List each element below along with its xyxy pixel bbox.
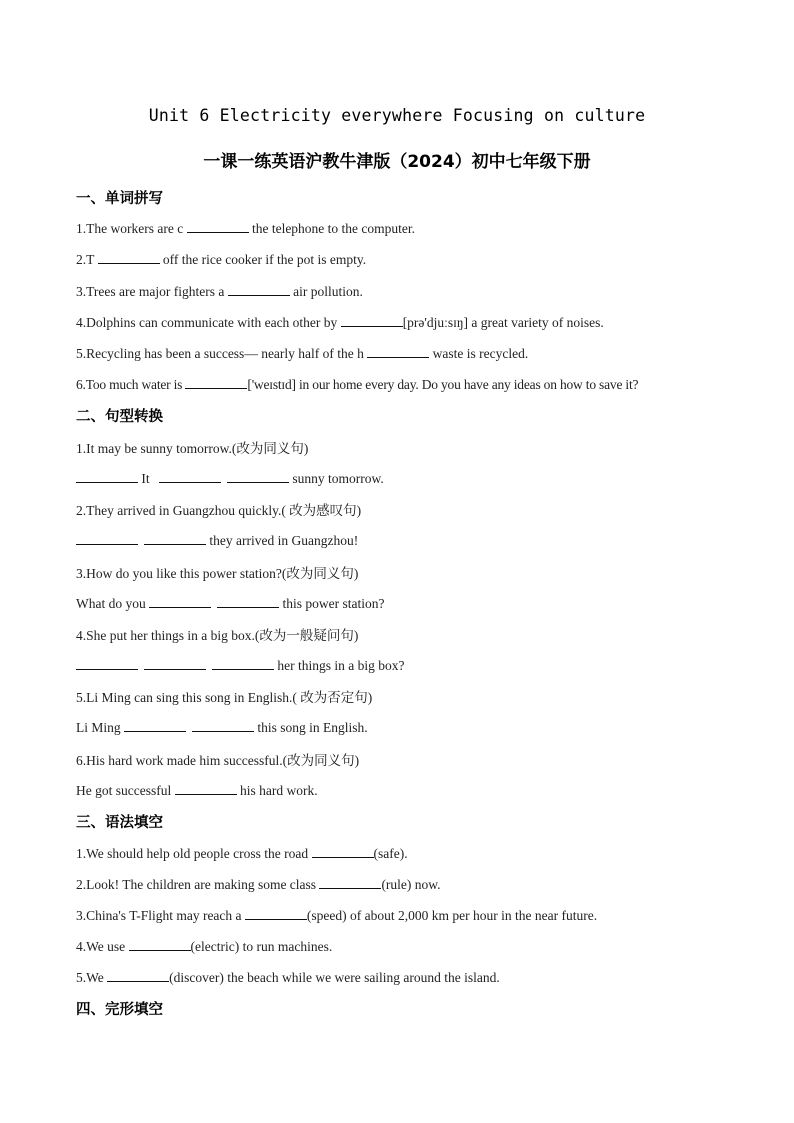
answer-line: they arrived in Guangzhou! bbox=[76, 530, 358, 549]
answer-line: What do you this power station? bbox=[76, 593, 384, 612]
question-text: 4.She put her things in a big box.(改为一般疑问句) bbox=[76, 628, 359, 643]
list-item: 4.We use (electric) to run machines. bbox=[76, 936, 332, 955]
answer-blank[interactable] bbox=[76, 530, 138, 545]
answer-blank[interactable] bbox=[227, 468, 289, 483]
list-item: 5.We (discover) the beach while we were sailing around the island. bbox=[76, 967, 500, 986]
list-item: 2.T off the rice cooker if the pot is empty. bbox=[76, 249, 366, 268]
list-item: 6.Too much water is ['weɪstɪd] in our home every day. Do you have any ideas on how to save it? bbox=[76, 374, 638, 393]
page-title: Unit 6 Electricity everywhere Focusing on culture bbox=[148, 106, 646, 125]
answer-blank[interactable] bbox=[144, 655, 206, 670]
list-item: 5.Recycling has been a success— nearly half of the h waste is recycled. bbox=[76, 343, 528, 362]
section-heading-4: 四、完形填空 bbox=[76, 1002, 163, 1018]
answer-blank[interactable] bbox=[192, 717, 254, 732]
answer-blank[interactable] bbox=[149, 593, 211, 608]
list-item: 4.Dolphins can communicate with each other by [prə'djuːsɪŋ] a great variety of noises. bbox=[76, 312, 604, 331]
answer-blank[interactable] bbox=[312, 843, 374, 858]
question-text: 3.How do you like this power station?(改为同义句) bbox=[76, 566, 359, 581]
answer-blank[interactable] bbox=[245, 905, 307, 920]
answer-blank[interactable] bbox=[367, 343, 429, 358]
question-text: 1.It may be sunny tomorrow.(改为同义句) bbox=[76, 441, 309, 456]
answer-blank[interactable] bbox=[98, 249, 160, 264]
answer-blank[interactable] bbox=[185, 374, 247, 389]
answer-blank[interactable] bbox=[76, 655, 138, 670]
answer-blank[interactable] bbox=[129, 936, 191, 951]
answer-blank[interactable] bbox=[187, 218, 249, 233]
list-item: 1.We should help old people cross the road (safe). bbox=[76, 843, 408, 862]
answer-blank[interactable] bbox=[217, 593, 279, 608]
answer-line: He got successful his hard work. bbox=[76, 780, 318, 799]
list-item: 3.Trees are major fighters a air pollution. bbox=[76, 281, 363, 300]
question-text: 5.Li Ming can sing this song in English.( 改为否定句) bbox=[76, 690, 373, 705]
answer-blank[interactable] bbox=[144, 530, 206, 545]
section-heading-2: 二、句型转换 bbox=[76, 409, 163, 425]
answer-blank[interactable] bbox=[212, 655, 274, 670]
list-item: 2.Look! The children are making some class (rule) now. bbox=[76, 874, 441, 893]
question-text: 6.His hard work made him successful.(改为同义句) bbox=[76, 753, 360, 768]
answer-blank[interactable] bbox=[175, 780, 237, 795]
answer-line: It sunny tomorrow. bbox=[76, 468, 384, 487]
answer-blank[interactable] bbox=[319, 874, 381, 889]
section-heading-3: 三、语法填空 bbox=[76, 815, 163, 831]
answer-blank[interactable] bbox=[124, 717, 186, 732]
answer-blank[interactable] bbox=[228, 281, 290, 296]
answer-blank[interactable] bbox=[107, 967, 169, 982]
question-text: 2.They arrived in Guangzhou quickly.( 改为感叹句) bbox=[76, 503, 362, 518]
list-item: 1.The workers are c the telephone to the computer. bbox=[76, 218, 415, 237]
answer-blank[interactable] bbox=[341, 312, 403, 327]
answer-line: Li Ming this song in English. bbox=[76, 717, 368, 736]
section-heading-1: 一、单词拼写 bbox=[76, 191, 163, 207]
list-item: 3.China's T-Flight may reach a (speed) of about 2,000 km per hour in the near future. bbox=[76, 905, 597, 924]
answer-blank[interactable] bbox=[76, 468, 138, 483]
answer-line: her things in a big box? bbox=[76, 655, 404, 674]
answer-blank[interactable] bbox=[159, 468, 221, 483]
page-subtitle: 一课一练英语沪教牛津版（2024）初中七年级下册 bbox=[203, 152, 591, 172]
